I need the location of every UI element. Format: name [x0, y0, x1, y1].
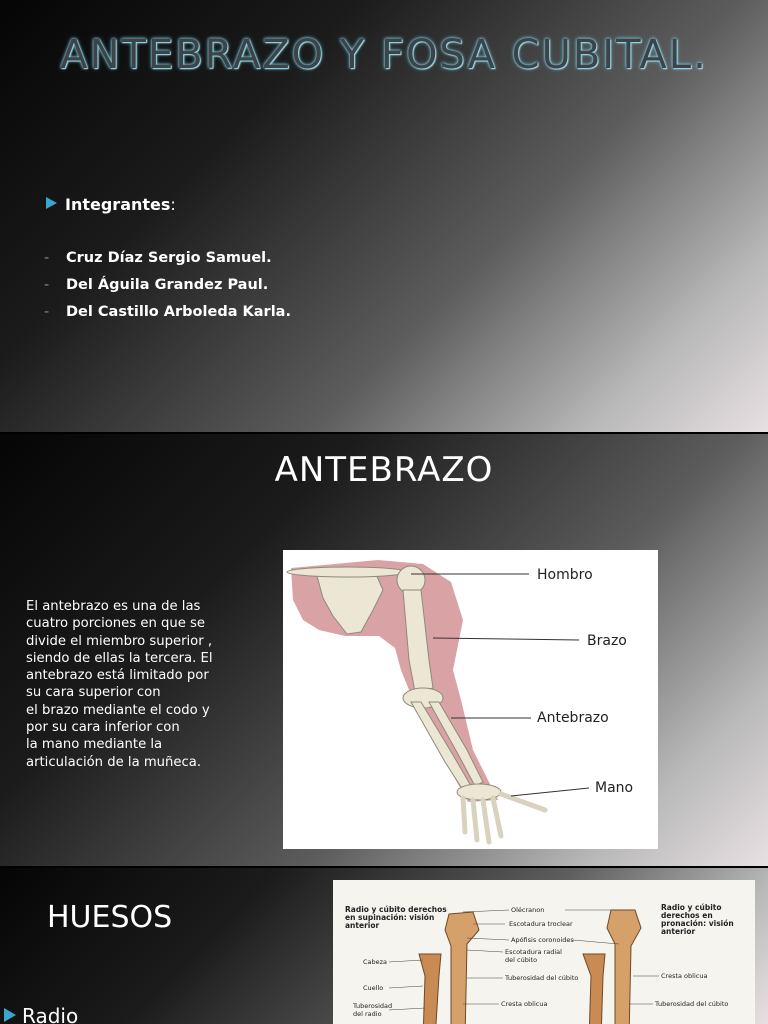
- member-name: Cruz Díaz Sergio Samuel.: [66, 250, 272, 266]
- list-item: [44, 277, 291, 304]
- radius-bone-right: [583, 954, 605, 1024]
- paragraph-line: por su cara inferior con: [26, 720, 180, 736]
- label-olecranon: Olécranon: [511, 906, 545, 914]
- ulna-bone-right: [607, 910, 641, 1024]
- caption-supination: Radio y cúbito derechos en supinación: visión anterior: [345, 905, 447, 930]
- ulna-bone-left: [445, 912, 479, 1024]
- label-tuberosidad-radio: Tuberosidad: [353, 1002, 393, 1010]
- slide-title-heading: ANTEBRAZO Y FOSA CUBITAL.: [60, 32, 708, 78]
- radio-label: Radio: [22, 1004, 79, 1024]
- slide-antebrazo: [0, 434, 768, 866]
- radius-ulna-figure: [333, 880, 755, 1024]
- label-escotadura-radial-2: del cúbito: [505, 956, 538, 964]
- paragraph-line: su cara superior con: [26, 685, 161, 701]
- dash-marker: -: [44, 277, 50, 293]
- integrantes-colon: :: [170, 195, 176, 214]
- slide-title: [0, 0, 768, 432]
- paragraph-line: siendo de ellas la tercera. El: [26, 650, 213, 666]
- label-cresta-oblicua: Cresta oblicua: [501, 1000, 548, 1008]
- arm-anatomy-figure: [283, 550, 658, 849]
- integrantes-bullet: [46, 195, 176, 214]
- label-escotadura-troclear: Escotadura troclear: [509, 920, 573, 928]
- member-name: Del Águila Grandez Paul.: [66, 277, 269, 293]
- paragraph-line: cuatro porciones en que se: [26, 616, 206, 632]
- integrantes-label: Integrantes: [65, 195, 171, 214]
- label-cresta-oblicua-right: Cresta oblicua: [661, 972, 708, 980]
- paragraph-line: divide el miembro superior ,: [26, 633, 213, 649]
- label-tuberosidad-cubito-right: Tuberosidad del cúbito: [655, 1000, 729, 1008]
- label-apofisis-coronoides: Apófisis coronoides: [511, 936, 574, 944]
- caption-pronation: Radio y cúbito derechos en pronación: visión anterior: [661, 903, 734, 936]
- leader-line: [511, 788, 589, 796]
- paragraph-line: El antebrazo es una de las: [26, 599, 201, 614]
- list-item: [44, 250, 291, 277]
- radio-bullet: [4, 1004, 78, 1024]
- bullet-arrow-icon: [46, 197, 57, 209]
- label-cuello: Cuello: [363, 984, 384, 992]
- paragraph-line: antebrazo está limitado por: [26, 668, 209, 684]
- label-brazo: Brazo: [587, 633, 627, 649]
- label-tuberosidad-cubito: Tuberosidad del cúbito: [505, 974, 579, 982]
- label-escotadura-radial: Escotadura radial: [505, 948, 562, 956]
- paragraph-line: el brazo mediante el codo y: [26, 702, 210, 718]
- antebrazo-description: [26, 598, 236, 771]
- finger-bones: [463, 794, 545, 842]
- member-name: Del Castillo Arboleda Karla.: [66, 304, 291, 320]
- paragraph-line: la mano mediante la: [26, 737, 163, 753]
- label-hombro: Hombro: [537, 567, 593, 583]
- slide-huesos: [0, 868, 768, 1024]
- label-tuberosidad-radio-2: del radio: [353, 1010, 382, 1018]
- radius-bone-left: [419, 954, 441, 1024]
- members-list: [44, 250, 291, 331]
- list-item: [44, 304, 291, 331]
- dash-marker: -: [44, 304, 50, 320]
- label-mano: Mano: [595, 780, 634, 796]
- bullet-arrow-icon: [4, 1008, 16, 1022]
- antebrazo-heading: ANTEBRAZO: [274, 450, 494, 490]
- dash-marker: -: [44, 250, 50, 266]
- paragraph-line: articulación de la muñeca.: [26, 754, 202, 770]
- label-antebrazo: Antebrazo: [537, 710, 609, 726]
- huesos-heading: HUESOS: [47, 900, 173, 935]
- label-cabeza: Cabeza: [363, 958, 388, 966]
- clavicle-bone: [287, 567, 407, 577]
